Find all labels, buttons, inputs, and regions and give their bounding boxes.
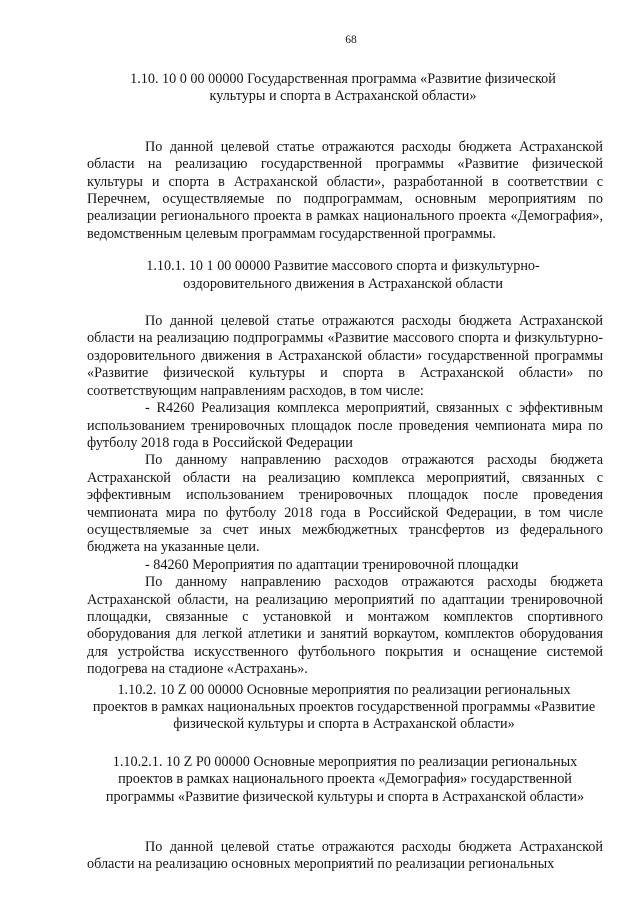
page-number: 68 [345,34,357,46]
section-heading-1-10-1: 1.10.1. 10 1 00 00000 Развитие массового спорта и физкультурно-оздоровительного движения в Астраханской области [146,258,540,292]
section-paragraph-1-10-1: По данной целевой статье отражаются расходы бюджета Астраханской области на реализацию подпрограммы «Развитие массового спорта и физкультурно-оздоровительного движения в Астраханской области» государственной программы «Развитие физической культуры и спорта в Астраханской области» по соответствующим направлениям расходов, в том числе: [87,313,603,399]
section-paragraph-1-10: По данной целевой статье отражаются расходы бюджета Астраханской области на реализацию государственной программы «Развитие физической культуры и спорта в Астраханской области», разработанной в соответствии с Перечнем, осуществляемые по подпрограммам, основным мероприятиям по реализации регионального проекта в рамках национального проекта «Демография», ведомственным целевым программам государственной программы. [87,138,603,242]
section-paragraph-1-10-2-1: По данной целевой статье отражаются расходы бюджета Астраханской области на реализацию основных мероприятий по реализации региональных [87,839,603,873]
section-heading-1-10: 1.10. 10 0 00 00000 Государственная программа «Развитие физической культуры и спорта в Астраханской области» [130,71,556,105]
direction-description-r4260: По данному направлению расходов отражаются расходы бюджета Астраханской области на реализацию комплекса мероприятий, связанных с эффективным использованием тренировочных площадок после проведения чемпионата мира по футболу 2018 года в Российской Федерации, в том числе осуществляемые за счет иных межбюджетных трансфертов из федерального бюджета на указанные цели. [87,452,603,556]
direction-description-84260: По данному направлению расходов отражаются расходы бюджета Астраханской области, на реализацию мероприятий по адаптации тренировочной площадки, связанные с установкой и монтажом комплектов спортивного оборудования для легкой атлетики и занятий воркаутом, комплектов оборудования для устройства искусственного футбольного покрытия и оснащение системой подогрева на стадионе «Астрахань». [87,574,603,678]
direction-item-84260: - 84260 Мероприятия по адаптации тренировочной площадки [145,556,519,573]
section-heading-1-10-2-1: 1.10.2.1. 10 Z P0 00000 Основные мероприятия по реализации региональных проектов в рамках национального проекта «Демография» государственной программы «Развитие физической культуры и спорта в Астраханской области» [105,753,585,805]
section-heading-1-10-2: 1.10.2. 10 Z 00 00000 Основные мероприятия по реализации региональных проектов в рамках национальных проектов государственной программы «Развитие физической культуры и спорта в Астраханской области» [92,681,596,733]
direction-item-r4260: - R4260 Реализация комплекса мероприятий, связанных с эффективным использованием тренировочных площадок после проведения чемпионата мира по футболу 2018 года в Российской Федерации [87,400,603,451]
